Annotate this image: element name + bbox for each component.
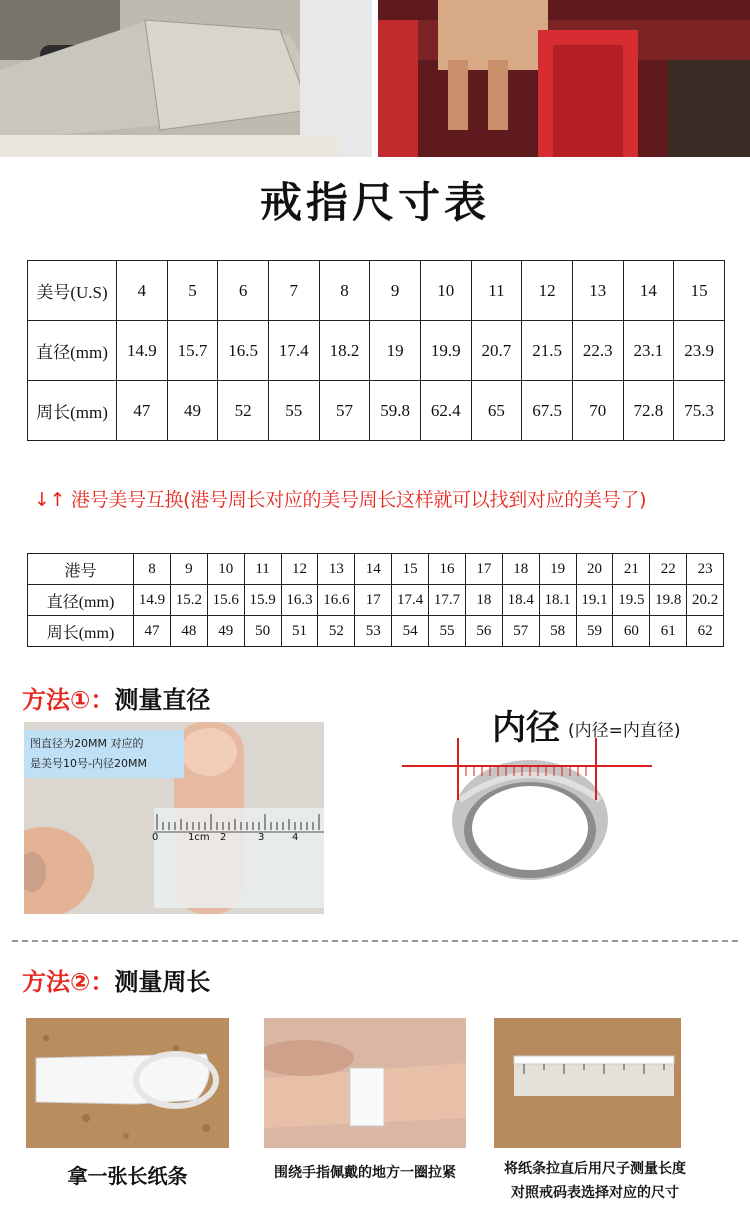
- us-table-row-header: 周长(mm): [28, 381, 117, 441]
- workshop-photo-left: [0, 0, 372, 157]
- hk-table-cell: 16: [429, 554, 466, 585]
- us-table-row: [28, 321, 725, 381]
- ruler-caption-line1: 图直径为20MM 对应的: [30, 737, 144, 750]
- method2-prefix: 方法②：: [22, 968, 115, 996]
- hk-table-cell: 19: [539, 554, 576, 585]
- hk-table-cell: 22: [650, 554, 687, 585]
- us-table-cell: 62.4: [420, 381, 471, 441]
- hk-table-cell: 18.4: [502, 585, 539, 616]
- us-table-row: [28, 381, 725, 441]
- hk-table-cell: 53: [355, 616, 392, 647]
- workshop-photo-right: [378, 0, 750, 157]
- us-table-cell: 59.8: [370, 381, 421, 441]
- hk-table-cell: 47: [134, 616, 171, 647]
- finger-ruler-photo: [24, 722, 324, 914]
- hk-table-cell: 49: [207, 616, 244, 647]
- hk-table-cell: 9: [170, 554, 207, 585]
- us-table-cell: 15.7: [167, 321, 218, 381]
- hk-size-table: [27, 553, 724, 647]
- hk-table-row-header: 周长(mm): [28, 616, 134, 647]
- caption-step3-line2: 对照戒码表选择对应的尺寸: [511, 1185, 679, 1201]
- hk-table-row-header: 港号: [28, 554, 134, 585]
- hk-table-cell: 59: [576, 616, 613, 647]
- hk-table-cell: 14: [355, 554, 392, 585]
- hk-table-row: [28, 554, 724, 585]
- ruler-caption: [24, 730, 184, 778]
- hk-table-cell: 17: [355, 585, 392, 616]
- us-table-cell: 65: [471, 381, 522, 441]
- caption-step2: 围绕手指佩戴的地方一圈拉紧: [274, 1165, 456, 1181]
- tick-3: 3: [258, 832, 265, 843]
- tick-4: 4: [292, 832, 299, 843]
- us-table-cell: 10: [420, 261, 471, 321]
- us-table-row-header: 美号(U.S): [28, 261, 117, 321]
- us-table-cell: 52: [218, 381, 269, 441]
- finger-wrap-photo: [264, 1018, 466, 1148]
- hk-table-cell: 18: [502, 554, 539, 585]
- method2-heading: [22, 962, 210, 997]
- hk-table-cell: 15.6: [207, 585, 244, 616]
- hk-table-cell: 15.9: [244, 585, 281, 616]
- hk-table-cell: 18: [465, 585, 502, 616]
- us-table-cell: 12: [522, 261, 573, 321]
- hk-table-cell: 11: [244, 554, 281, 585]
- us-table-cell: 18.2: [319, 321, 370, 381]
- us-table-cell: 15: [674, 261, 725, 321]
- us-table-cell: 23.1: [623, 321, 674, 381]
- us-table-cell: 55: [268, 381, 319, 441]
- us-table-cell: 75.3: [674, 381, 725, 441]
- hk-table-cell: 15.2: [170, 585, 207, 616]
- us-table-cell: 23.9: [674, 321, 725, 381]
- hk-table-cell: 17: [465, 554, 502, 585]
- hk-table-cell: 20: [576, 554, 613, 585]
- hk-table-cell: 8: [134, 554, 171, 585]
- us-table-cell: 20.7: [471, 321, 522, 381]
- us-size-table: [27, 260, 725, 441]
- us-table-row: [28, 261, 725, 321]
- us-table-cell: 6: [218, 261, 269, 321]
- hk-table-cell: 19.1: [576, 585, 613, 616]
- hk-table-cell: 10: [207, 554, 244, 585]
- us-table-cell: 16.5: [218, 321, 269, 381]
- us-table-cell: 49: [167, 381, 218, 441]
- hk-table-cell: 17.7: [429, 585, 466, 616]
- section-divider: [12, 940, 738, 942]
- us-table-cell: 9: [370, 261, 421, 321]
- us-table-cell: 14.9: [117, 321, 168, 381]
- hk-table-cell: 54: [392, 616, 429, 647]
- ring-diameter-illustration: [400, 690, 720, 910]
- us-table-cell: 7: [268, 261, 319, 321]
- hk-table-cell: 13: [318, 554, 355, 585]
- tick-1cm: 1cm: [188, 832, 210, 843]
- us-table-cell: 5: [167, 261, 218, 321]
- hk-table-cell: 12: [281, 554, 318, 585]
- hk-table-cell: 48: [170, 616, 207, 647]
- hk-table-cell: 16.6: [318, 585, 355, 616]
- us-table-cell: 13: [572, 261, 623, 321]
- ring-label-inner-diameter: 内径: [492, 708, 560, 748]
- conversion-note: ↓↑ 港号美号互换(港号周长对应的美号周长这样就可以找到对应的美号了): [34, 489, 647, 511]
- hk-table-cell: 62: [687, 616, 724, 647]
- tick-0: 0: [152, 832, 159, 843]
- us-table-cell: 4: [117, 261, 168, 321]
- us-table-cell: 67.5: [522, 381, 573, 441]
- hk-table-cell: 14.9: [134, 585, 171, 616]
- hk-table-cell: 55: [429, 616, 466, 647]
- us-table-cell: 19.9: [420, 321, 471, 381]
- hk-table-cell: 61: [650, 616, 687, 647]
- hk-table-cell: 17.4: [392, 585, 429, 616]
- hk-table-cell: 15: [392, 554, 429, 585]
- ring-icon: [400, 690, 720, 910]
- us-table-cell: 72.8: [623, 381, 674, 441]
- us-table-row-header: 直径(mm): [28, 321, 117, 381]
- us-table-cell: 19: [370, 321, 421, 381]
- hk-table-cell: 51: [281, 616, 318, 647]
- us-table-cell: 70: [572, 381, 623, 441]
- measure-strip-photo: [494, 1018, 681, 1148]
- method1-heading: [22, 680, 210, 715]
- hk-table-cell: 56: [465, 616, 502, 647]
- hk-table-cell: 52: [318, 616, 355, 647]
- method1-prefix: 方法①：: [22, 686, 115, 714]
- us-table-cell: 21.5: [522, 321, 573, 381]
- hk-table-cell: 21: [613, 554, 650, 585]
- hk-table-cell: 20.2: [687, 585, 724, 616]
- hk-table-cell: 19.8: [650, 585, 687, 616]
- method2-text: 测量周长: [114, 968, 211, 996]
- ring-label-note: (内径=内直径): [568, 721, 681, 741]
- us-table-cell: 8: [319, 261, 370, 321]
- hk-table-row: [28, 616, 724, 647]
- us-table-cell: 11: [471, 261, 522, 321]
- hk-table-cell: 60: [613, 616, 650, 647]
- hk-table-row: [28, 585, 724, 616]
- us-table-cell: 17.4: [268, 321, 319, 381]
- us-table-cell: 22.3: [572, 321, 623, 381]
- ruler-caption-line2: 是美号10号-内径20MM: [30, 757, 147, 770]
- hk-table-cell: 57: [502, 616, 539, 647]
- caption-step3-line1: 将纸条拉直后用尺子测量长度: [504, 1161, 686, 1177]
- hk-table-cell: 16.3: [281, 585, 318, 616]
- us-table-cell: 47: [117, 381, 168, 441]
- hk-table-cell: 19.5: [613, 585, 650, 616]
- caption-step1: 拿一张长纸条: [67, 1164, 188, 1188]
- hk-table-cell: 23: [687, 554, 724, 585]
- page-title: 戒指尺寸表: [259, 178, 490, 227]
- us-table-cell: 57: [319, 381, 370, 441]
- us-table-cell: 14: [623, 261, 674, 321]
- hk-table-row-header: 直径(mm): [28, 585, 134, 616]
- tick-2: 2: [220, 832, 227, 843]
- hk-table-cell: 50: [244, 616, 281, 647]
- hk-table-cell: 18.1: [539, 585, 576, 616]
- paper-strip-photo: [26, 1018, 229, 1148]
- method1-text: 测量直径: [114, 686, 211, 714]
- hk-table-cell: 58: [539, 616, 576, 647]
